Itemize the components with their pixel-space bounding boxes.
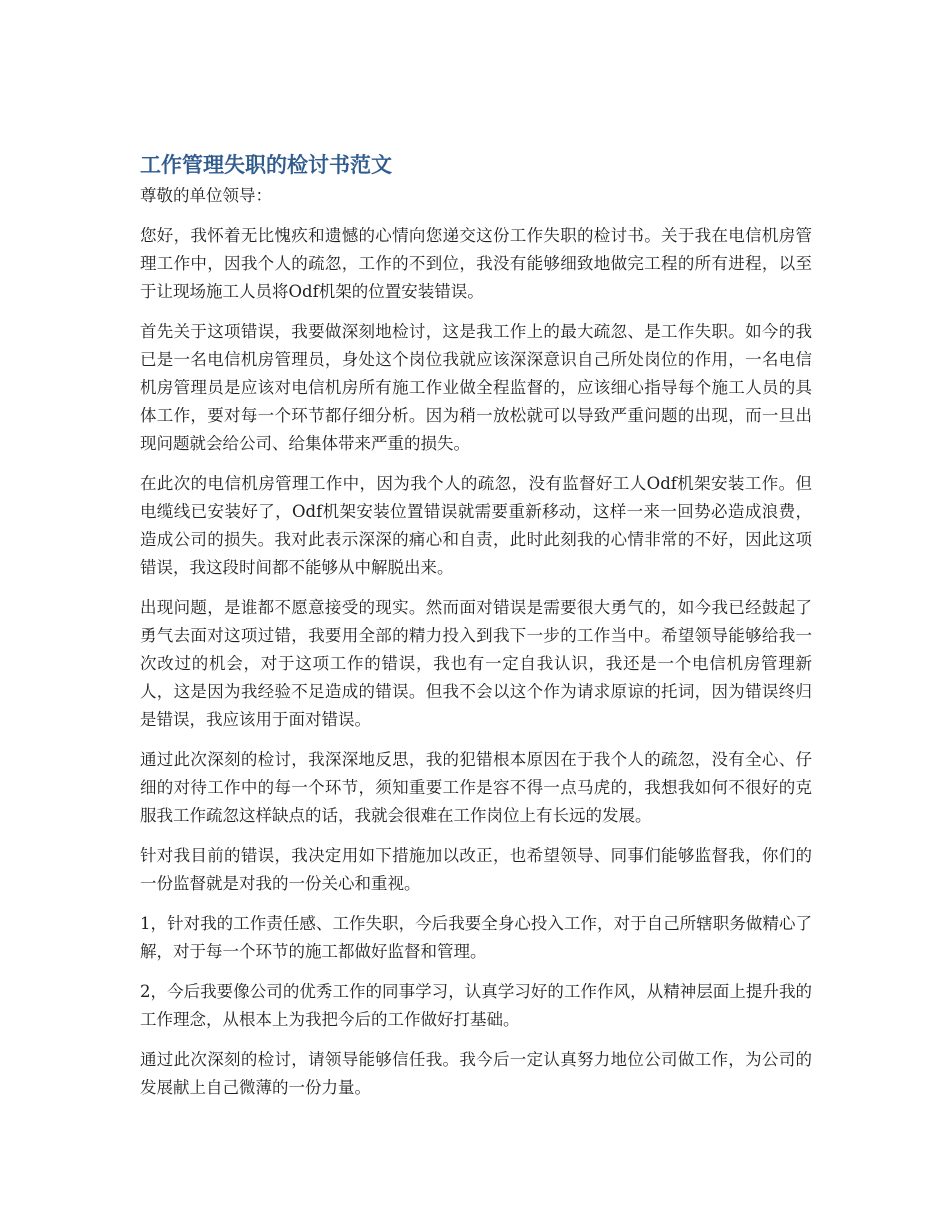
- paragraph-reflection: 通过此次深刻的检讨，我深深地反思，我的犯错根本原因在于我个人的疏忽，没有全心、仔细的对待工作中的每一个环节，须知重要工作是容不得一点马虎的，我想我如何不很好的克服我工作疏忽这样缺点的话，我就会很难在工作岗位上有长远的发展。: [140, 750, 812, 825]
- document-page: [140, 148, 812, 1114]
- document-title: 工作管理失职的检讨书范文: [140, 153, 392, 177]
- salutation: 尊敬的单位领导：: [140, 186, 272, 205]
- paragraph-closing: 通过此次深刻的检讨，请领导能够信任我。我今后一定认真努力地位公司做工作，为公司的发展献上自己微薄的一份力量。: [140, 1050, 812, 1097]
- paragraph-greeting: 您好，我怀着无比愧疚和遗憾的心情向您递交这份工作失职的检讨书。关于我在电信机房管理工作中，因我个人的疏忽，工作的不到位，我没有能够细致地做完工程的所有进程，以至于让现场施工人员将Odf机架的位置安装错误。: [140, 226, 812, 301]
- paragraph-incident: 在此次的电信机房管理工作中，因为我个人的疏忽，没有监督好工人Odf机架安装工作。但电缆线已安装好了，Odf机架安装位置错误就需要重新移动，这样一来一回势必造成浪费，造成公司的损失。我对此表示深深的痛心和自责，此时此刻我的心情非常的不好，因此这项错误，我这段时间都不能够从中解脱出来。: [140, 474, 812, 577]
- paragraph-measure-2: 2，今后我要像公司的优秀工作的同事学习，认真学习好的工作作风，从精神层面上提升我的工作理念，从根本上为我把今后的工作做好打基础。: [140, 982, 812, 1029]
- paragraph-self-criticism: 首先关于这项错误，我要做深刻地检讨，这是我工作上的最大疏忽、是工作失职。如今的我已是一名电信机房管理员，身处这个岗位我就应该深深意识自己所处岗位的作用，一名电信机房管理员是应该对电信机房所有施工作业做全程监督的，应该细心指导每个施工人员的具体工作，要对每一个环节都仔细分析。因为稍一放松就可以导致严重问题的出现，而一旦出现问题就会给公司、给集体带来严重的损失。: [140, 322, 812, 453]
- paragraph-measure-1: 1，针对我的工作责任感、工作失职，今后我要全身心投入工作，对于自己所辖职务做精心了解，对于每一个环节的施工都做好监督和管理。: [140, 914, 812, 961]
- paragraph-measures-intro: 针对我目前的错误，我决定用如下措施加以改正，也希望领导、同事们能够监督我，你们的一份监督就是对我的一份关心和重视。: [140, 846, 812, 893]
- paragraph-facing-mistake: 出现问题，是谁都不愿意接受的现实。然而面对错误是需要很大勇气的，如今我已经鼓起了勇气去面对这项过错，我要用全部的精力投入到我下一步的工作当中。希望领导能够给我一次改过的机会，对于这项工作的错误，我也有一定自我认识，我还是一个电信机房管理新人，这是因为我经验不足造成的错误。但我不会以这个作为请求原谅的托词，因为错误终归是错误，我应该用于面对错误。: [140, 598, 812, 729]
